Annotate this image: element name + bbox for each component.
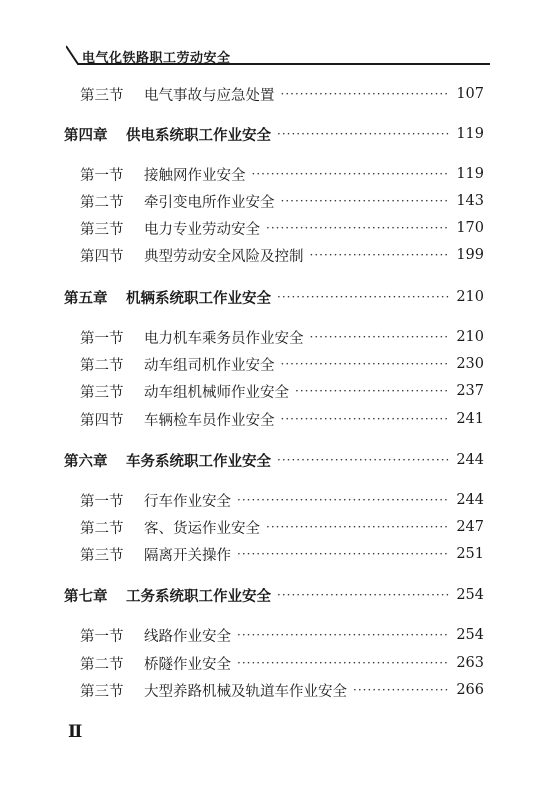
toc-entry-chapter[interactable] — [64, 584, 484, 606]
toc-entry-section[interactable] — [80, 244, 484, 266]
toc-entry-section[interactable] — [80, 679, 484, 701]
page-number: 254 — [456, 627, 484, 643]
page-number: 119 — [456, 126, 484, 142]
toc-entry-section[interactable] — [80, 217, 484, 239]
section-title: 动车组司机作业安全 — [144, 357, 275, 374]
section-number: 第二节 — [80, 520, 124, 537]
dot-leader — [277, 453, 450, 467]
dot-leader — [281, 87, 451, 101]
section-title: 行车作业安全 — [144, 493, 231, 510]
dot-leader — [281, 357, 451, 371]
toc-entry-section[interactable] — [80, 489, 484, 511]
section-number: 第一节 — [80, 493, 124, 510]
page-number: 199 — [456, 247, 484, 263]
chapter-title: 机辆系统职工作业安全 — [126, 289, 271, 307]
dot-leader — [237, 493, 450, 507]
section-title: 接触网作业安全 — [144, 167, 246, 184]
section-number: 第二节 — [80, 357, 124, 374]
section-title: 电力专业劳动安全 — [144, 221, 260, 238]
section-number: 第三节 — [80, 87, 124, 104]
chapter-number: 第五章 — [64, 289, 108, 307]
dot-leader — [277, 290, 450, 304]
dot-leader — [353, 683, 450, 697]
page-number: 230 — [456, 356, 484, 372]
section-title: 桥隧作业安全 — [144, 656, 231, 673]
dot-leader — [252, 167, 451, 181]
dot-leader — [237, 547, 450, 561]
dot-leader — [266, 520, 450, 534]
chapter-title: 车务系统职工作业安全 — [126, 452, 271, 470]
section-number: 第二节 — [80, 194, 124, 211]
dot-leader — [310, 248, 451, 262]
section-number: 第三节 — [80, 683, 124, 700]
toc-entry-chapter[interactable] — [64, 286, 484, 308]
page-number: 107 — [456, 86, 484, 102]
folio-page-numeral: Ⅱ — [68, 722, 83, 742]
page-number: 143 — [456, 193, 484, 209]
toc-entry-section[interactable] — [80, 163, 484, 185]
section-title: 电力机车乘务员作业安全 — [144, 330, 304, 347]
toc-entry-section[interactable] — [80, 408, 484, 430]
toc-entry-section[interactable] — [80, 353, 484, 375]
section-title: 客、货运作业安全 — [144, 520, 260, 537]
page-number: 247 — [456, 519, 484, 535]
page-number: 210 — [456, 289, 484, 305]
section-number: 第二节 — [80, 656, 124, 673]
section-title: 隔离开关操作 — [144, 547, 231, 564]
toc-entry-section[interactable] — [80, 624, 484, 646]
toc-entry-chapter[interactable] — [64, 449, 484, 471]
dot-leader — [295, 384, 450, 398]
page-number: 244 — [456, 452, 484, 468]
dot-leader — [281, 194, 451, 208]
toc-entry-section[interactable] — [80, 543, 484, 565]
page-number: 237 — [456, 383, 484, 399]
section-number: 第三节 — [80, 547, 124, 564]
page-number: 251 — [456, 546, 484, 562]
dot-leader — [277, 127, 450, 141]
header-title: 电气化铁路职工劳动安全 — [82, 51, 231, 66]
page-number: 263 — [456, 655, 484, 671]
dot-leader — [237, 628, 450, 642]
section-number: 第一节 — [80, 628, 124, 645]
section-number: 第三节 — [80, 384, 124, 401]
page-number: 170 — [456, 220, 484, 236]
page-number: 244 — [456, 492, 484, 508]
page-number: 210 — [456, 329, 484, 345]
toc-entry-section[interactable] — [80, 326, 484, 348]
toc-entry-section[interactable] — [80, 190, 484, 212]
page-number: 241 — [456, 411, 484, 427]
section-number: 第四节 — [80, 412, 124, 429]
dot-leader — [266, 221, 450, 235]
toc-entry-section[interactable] — [80, 652, 484, 674]
page-number: 119 — [456, 166, 484, 182]
section-title: 线路作业安全 — [144, 628, 231, 645]
section-title: 电气事故与应急处置 — [144, 87, 275, 104]
section-title: 动车组机械师作业安全 — [144, 384, 289, 401]
section-number: 第三节 — [80, 221, 124, 238]
section-title: 大型养路机械及轨道车作业安全 — [144, 683, 347, 700]
section-number: 第一节 — [80, 330, 124, 347]
section-number: 第四节 — [80, 248, 124, 265]
toc-entry-chapter[interactable] — [64, 123, 484, 145]
dot-leader — [281, 412, 451, 426]
chapter-number: 第七章 — [64, 587, 108, 605]
toc-entry-section[interactable] — [80, 516, 484, 538]
section-number: 第一节 — [80, 167, 124, 184]
chapter-number: 第六章 — [64, 452, 108, 470]
page-number: 254 — [456, 587, 484, 603]
dot-leader — [310, 330, 451, 344]
chapter-title: 工务系统职工作业安全 — [126, 587, 271, 605]
chapter-number: 第四章 — [64, 126, 108, 144]
chapter-title: 供电系统职工作业安全 — [126, 126, 271, 144]
dot-leader — [237, 656, 450, 670]
toc-entry-section[interactable] — [80, 380, 484, 402]
dot-leader — [277, 588, 450, 602]
section-title: 牵引变电所作业安全 — [144, 194, 275, 211]
toc-entry-section[interactable] — [80, 83, 484, 105]
page-number: 266 — [456, 682, 484, 698]
section-title: 典型劳动安全风险及控制 — [144, 248, 304, 265]
section-title: 车辆检车员作业安全 — [144, 412, 275, 429]
